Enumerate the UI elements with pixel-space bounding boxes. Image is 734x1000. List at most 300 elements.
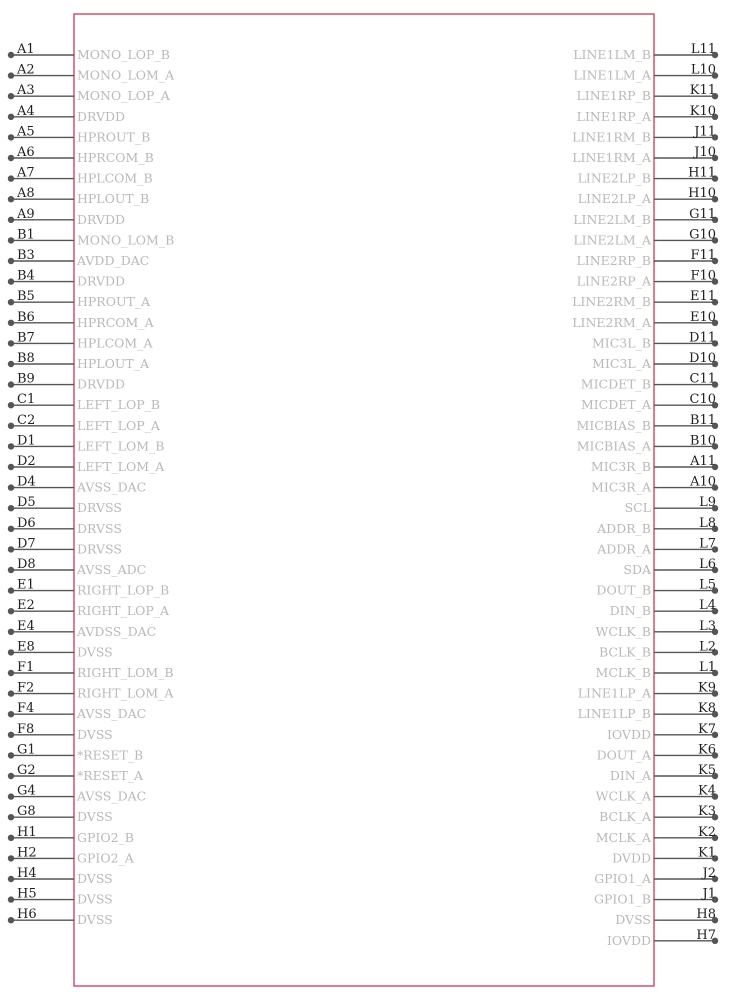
pin-right-H8 — [615, 907, 718, 927]
pin-name-label: LINE1RP_A — [576, 108, 651, 124]
pin-name-label: SDA — [623, 562, 651, 577]
pin-left-F8 — [8, 722, 113, 742]
pin-left-D2 — [8, 454, 165, 474]
pin-right-B11 — [577, 413, 719, 433]
pin-name-label: LEFT_LOM_A — [77, 459, 165, 474]
pin-name-label: LINE2LP_B — [577, 170, 651, 186]
pin-left-B8 — [8, 351, 150, 371]
pin-name-label: MONO_LOP_B — [77, 47, 170, 62]
pin-name-label: IOVDD — [606, 726, 651, 742]
pin-left-A8 — [8, 186, 149, 206]
pin-name-label: GPIO1_A — [594, 871, 651, 886]
pin-name-label: DVDD — [612, 850, 651, 866]
pin-name-label: AVSS_ADC — [77, 562, 147, 577]
pin-name-label: LINE2RP_A — [576, 273, 651, 289]
pin-number: L11 — [690, 42, 716, 57]
pin-number: L1 — [699, 660, 716, 675]
pin-terminal-dot — [8, 855, 14, 861]
pin-terminal-dot — [8, 402, 14, 408]
pin-terminal-dot — [8, 567, 14, 573]
pin-number: J1 — [702, 886, 716, 902]
pin-name-label: LINE1RM_A — [572, 150, 651, 165]
pin-left-E8 — [8, 639, 113, 659]
pin-number: K10 — [689, 103, 716, 119]
pin-left-C2 — [8, 413, 161, 433]
pin-right-J10 — [572, 145, 718, 165]
pin-right-B10 — [577, 433, 718, 453]
pin-name-label: RIGHT_LOP_A — [77, 603, 170, 619]
pin-number: B10 — [689, 433, 716, 449]
pin-number: A1 — [17, 42, 35, 57]
pin-name-label: LINE2RM_A — [572, 314, 651, 330]
pin-name-label: LINE2RM_B — [572, 294, 651, 310]
pin-terminal-dot — [8, 793, 14, 799]
pin-number: D4 — [17, 474, 36, 490]
pin-name-label: HPLOUT_A — [77, 356, 150, 371]
pin-name-label: MONO_LOP_A — [77, 88, 170, 104]
pin-left-A6 — [8, 145, 154, 165]
pin-name-label: LINE1LM_B — [573, 47, 651, 62]
pin-name-label: LINE2LM_B — [573, 211, 651, 227]
left-pin-group — [8, 42, 175, 927]
pin-terminal-dot — [8, 196, 14, 202]
pin-terminal-dot — [8, 155, 14, 161]
pin-left-G4 — [8, 784, 146, 804]
pin-number: D7 — [17, 536, 36, 552]
pin-number: H2 — [17, 845, 37, 861]
pin-terminal-dot — [8, 773, 14, 779]
pin-name-label: HPROUT_A — [77, 294, 151, 310]
pin-left-C1 — [8, 392, 160, 412]
pin-number: A10 — [690, 474, 716, 490]
pin-number: C2 — [17, 412, 36, 428]
pin-left-D8 — [8, 557, 146, 577]
pin-number: D1 — [17, 433, 36, 449]
pin-terminal-dot — [8, 258, 14, 264]
pin-name-label: LINE1LM_A — [573, 67, 651, 83]
pin-left-A2 — [8, 63, 175, 83]
pin-left-B9 — [8, 372, 125, 392]
pin-right-K2 — [596, 825, 718, 845]
pin-right-K4 — [596, 784, 719, 804]
pin-left-G8 — [8, 804, 113, 824]
right-pin-group — [572, 42, 718, 948]
component-body — [74, 14, 654, 986]
pin-name-label: DRVDD — [77, 211, 126, 227]
pin-name-label: DRVDD — [77, 376, 126, 392]
pin-number: H11 — [688, 165, 716, 181]
pin-number: K7 — [698, 721, 716, 737]
pin-number: L10 — [690, 62, 716, 78]
pin-number: K3 — [698, 804, 716, 820]
pin-number: E8 — [17, 639, 35, 655]
pin-terminal-dot — [8, 278, 14, 284]
pin-terminal-dot — [8, 814, 14, 820]
pin-terminal-dot — [8, 752, 14, 758]
pin-right-H11 — [578, 166, 719, 186]
pin-number: D10 — [689, 351, 716, 366]
pin-number: B8 — [17, 351, 35, 366]
pin-number: H6 — [17, 907, 37, 923]
pin-name-label: DRVSS — [77, 541, 122, 557]
pin-name-label: LINE1LP_A — [577, 685, 651, 701]
pin-number: J10 — [694, 145, 716, 160]
pin-name-label: HPRCOM_A — [77, 314, 154, 330]
pin-terminal-dot — [8, 93, 14, 99]
pin-right-K5 — [610, 763, 718, 783]
pin-number: L5 — [699, 577, 716, 593]
pin-terminal-dot — [8, 175, 14, 181]
pin-name-label: DIN_A — [609, 768, 651, 783]
pin-number: A3 — [17, 83, 35, 99]
pin-name-label: DOUT_B — [596, 582, 651, 598]
pin-number: A6 — [17, 145, 35, 160]
pin-right-L2 — [599, 639, 718, 659]
pin-number: J2 — [702, 866, 716, 881]
pin-name-label: LEFT_LOM_B — [77, 438, 165, 454]
pin-right-L3 — [596, 619, 719, 639]
pin-name-label: RIGHT_LOM_B — [77, 665, 174, 680]
pin-name-label: HPLCOM_B — [77, 170, 153, 186]
pin-number: C10 — [689, 392, 716, 408]
pin-name-label: DVSS — [77, 871, 113, 886]
pin-number: H7 — [696, 927, 716, 943]
pin-right-J1 — [594, 887, 718, 907]
pin-left-A1 — [8, 42, 170, 62]
pin-terminal-dot — [8, 320, 14, 326]
pin-right-L7 — [596, 536, 718, 556]
pin-name-label: AVDSS_DAC — [77, 623, 157, 639]
pin-number: K1 — [698, 845, 716, 861]
pin-left-F1 — [8, 660, 174, 680]
pin-terminal-dot — [8, 711, 14, 717]
pin-name-label: MCLK_B — [595, 665, 651, 680]
pin-number: C11 — [689, 371, 716, 387]
pin-number: G10 — [689, 227, 716, 243]
pin-number: A2 — [17, 62, 35, 78]
pin-number: D8 — [17, 557, 36, 572]
pin-number: A11 — [690, 454, 716, 469]
pin-left-D7 — [8, 536, 122, 556]
pin-name-label: LINE2RP_B — [576, 253, 651, 268]
pin-right-F10 — [577, 269, 719, 289]
pin-right-K11 — [576, 83, 718, 103]
pin-terminal-dot — [8, 649, 14, 655]
pin-name-label: MONO_LOM_A — [77, 67, 175, 83]
pin-right-G10 — [573, 227, 718, 247]
pin-terminal-dot — [8, 484, 14, 490]
pin-name-label: DRVSS — [77, 500, 122, 516]
pin-number: K4 — [698, 783, 716, 799]
pin-terminal-dot — [8, 237, 14, 243]
pin-left-H2 — [8, 845, 135, 865]
pin-right-L8 — [596, 516, 718, 536]
pin-number: D6 — [17, 515, 36, 531]
pin-number: B5 — [17, 289, 35, 305]
pin-left-D4 — [8, 475, 146, 495]
pin-name-label: ADDR_A — [597, 541, 651, 557]
pin-terminal-dot — [8, 505, 14, 511]
pin-number: K6 — [698, 742, 716, 758]
pin-left-B1 — [8, 227, 174, 247]
pin-number: F4 — [17, 701, 35, 717]
pin-name-label: AVSS_DAC — [77, 788, 147, 804]
pin-left-A5 — [8, 124, 150, 144]
pin-number: G4 — [17, 783, 36, 799]
pin-terminal-dot — [8, 732, 14, 738]
pin-name-label: AVDD_DAC — [77, 253, 150, 268]
pin-number: A8 — [17, 186, 35, 202]
pin-name-label: LEFT_LOP_A — [77, 417, 160, 433]
pin-number: D2 — [17, 454, 36, 469]
pin-left-D6 — [8, 516, 122, 536]
pin-number: B3 — [17, 248, 35, 263]
pin-name-label: DRVDD — [77, 273, 126, 289]
pin-left-E1 — [8, 578, 169, 598]
pin-name-label: DRVDD — [77, 108, 126, 124]
pin-right-E10 — [572, 310, 718, 330]
pin-number: H1 — [17, 824, 37, 840]
pin-name-label: MIC3R_B — [590, 459, 651, 474]
pin-left-G1 — [8, 742, 143, 762]
pin-number: H10 — [688, 186, 716, 202]
pin-right-K7 — [607, 722, 718, 742]
pin-number: F2 — [17, 680, 35, 696]
pin-name-label: DVSS — [77, 644, 113, 660]
pin-terminal-dot — [8, 381, 14, 387]
pin-right-L5 — [596, 578, 718, 598]
pin-number: B6 — [17, 309, 35, 325]
pin-name-label: *RESET_A — [77, 768, 144, 783]
pin-name-label: LINE1LP_B — [577, 706, 651, 722]
pin-name-label: MIC3R_A — [591, 479, 651, 495]
pin-number: L7 — [699, 536, 716, 552]
pin-terminal-dot — [8, 443, 14, 449]
pin-right-D11 — [592, 330, 718, 350]
pin-number: L9 — [699, 495, 716, 511]
pin-number: F10 — [690, 268, 716, 284]
pin-number: L3 — [699, 618, 716, 634]
pin-name-label: MICBIAS_A — [576, 438, 651, 454]
pin-right-H10 — [578, 186, 718, 206]
pin-terminal-dot — [8, 587, 14, 593]
pin-terminal-dot — [8, 72, 14, 78]
pin-terminal-dot — [8, 361, 14, 367]
pin-number: A7 — [17, 165, 35, 181]
pin-number: F11 — [690, 248, 716, 263]
pin-number: C1 — [17, 392, 36, 408]
pin-number: H8 — [696, 907, 716, 923]
pin-name-label: ADDR_B — [597, 520, 651, 536]
pin-right-K1 — [612, 845, 718, 865]
pin-name-label: MICBIAS_B — [576, 417, 651, 433]
pin-right-L1 — [596, 660, 719, 680]
pin-name-label: DOUT_A — [596, 747, 651, 763]
pin-terminal-dot — [8, 52, 14, 58]
pin-number: J11 — [694, 124, 716, 140]
pin-number: L4 — [699, 598, 716, 614]
pin-right-E11 — [572, 289, 718, 309]
pin-name-label: WCLK_A — [595, 788, 651, 804]
pin-left-B6 — [8, 310, 155, 330]
pin-left-E4 — [8, 619, 156, 639]
pin-number: D11 — [689, 330, 716, 346]
pin-right-J2 — [594, 866, 718, 886]
pin-terminal-dot — [8, 835, 14, 841]
pin-left-D1 — [8, 433, 165, 453]
pin-terminal-dot — [8, 917, 14, 923]
pin-right-H7 — [607, 928, 718, 948]
pin-left-H4 — [8, 866, 113, 886]
pin-number: A5 — [17, 124, 35, 140]
pin-right-C10 — [581, 392, 718, 412]
pin-right-C11 — [581, 372, 718, 392]
pin-name-label: GPIO2_B — [77, 829, 134, 845]
pin-number: E10 — [689, 309, 716, 325]
pin-number: D5 — [17, 495, 36, 511]
pin-name-label: MONO_LOM_B — [77, 232, 175, 248]
pin-name-label: HPRCOM_B — [77, 150, 154, 165]
pin-name-label: LINE1RP_B — [576, 88, 651, 104]
pin-name-label: *RESET_B — [77, 747, 144, 763]
pin-right-L4 — [610, 598, 719, 618]
pin-number: H5 — [17, 886, 37, 902]
pin-terminal-dot — [8, 423, 14, 429]
pin-name-label: HPROUT_B — [77, 129, 151, 145]
pin-right-K6 — [597, 742, 719, 762]
pin-right-L10 — [573, 63, 718, 83]
pin-left-A9 — [8, 207, 125, 227]
pin-name-label: GPIO2_A — [77, 850, 134, 866]
pin-left-D5 — [8, 495, 122, 515]
pin-name-label: DVSS — [77, 726, 113, 742]
pin-number: E1 — [17, 577, 35, 593]
pin-right-G11 — [573, 207, 718, 227]
pin-name-label: WCLK_B — [595, 623, 651, 639]
pin-left-A3 — [8, 83, 171, 103]
pin-number: K5 — [698, 763, 716, 778]
pin-left-A7 — [8, 166, 153, 186]
pin-left-B7 — [8, 330, 154, 350]
pin-name-label: IOVDD — [606, 932, 651, 948]
pin-name-label: LINE2LM_A — [573, 232, 651, 248]
pin-right-L9 — [625, 495, 719, 515]
pin-name-label: DVSS — [77, 809, 113, 825]
pin-number: L6 — [699, 557, 716, 572]
pin-terminal-dot — [8, 690, 14, 696]
pin-left-H6 — [8, 907, 113, 927]
pin-terminal-dot — [8, 134, 14, 140]
pin-left-H1 — [8, 825, 134, 845]
pin-terminal-dot — [8, 876, 14, 882]
pin-left-B3 — [8, 248, 150, 268]
pin-name-label: LINE1RM_B — [572, 129, 651, 145]
pin-name-label: LINE2LP_A — [577, 191, 651, 207]
pin-number: H4 — [17, 866, 37, 881]
pin-name-label: MIC3L_A — [592, 356, 651, 371]
pin-name-label: BCLK_B — [598, 644, 651, 660]
pin-left-B4 — [8, 269, 125, 289]
pin-left-H5 — [8, 887, 113, 907]
pin-terminal-dot — [8, 670, 14, 676]
pin-terminal-dot — [8, 299, 14, 305]
pin-number: A4 — [17, 103, 35, 119]
pin-number: K9 — [698, 680, 716, 696]
pin-number: B1 — [17, 227, 35, 243]
pin-right-K9 — [578, 681, 718, 701]
pin-name-label: DVSS — [615, 912, 651, 928]
pin-number: A9 — [17, 206, 35, 222]
pin-name-label: MIC3L_B — [592, 335, 651, 351]
pin-name-label: RIGHT_LOP_B — [77, 582, 170, 598]
pin-right-K8 — [578, 701, 719, 721]
pin-number: G11 — [689, 206, 716, 222]
pin-name-label: HPLOUT_B — [77, 191, 150, 207]
pin-right-J11 — [572, 124, 718, 144]
pin-terminal-dot — [8, 114, 14, 120]
pin-right-F11 — [576, 248, 718, 268]
pin-number: G8 — [17, 804, 36, 820]
pin-name-label: DIN_B — [609, 603, 651, 619]
pin-terminal-dot — [8, 340, 14, 346]
pin-name-label: AVSS_DAC — [77, 706, 147, 722]
pin-name-label: HPLCOM_A — [77, 335, 153, 351]
pin-number: E11 — [689, 289, 716, 305]
pin-name-label: GPIO1_B — [594, 891, 651, 907]
pin-name-label: BCLK_A — [599, 809, 651, 825]
pin-number: L2 — [699, 639, 716, 655]
pin-terminal-dot — [8, 629, 14, 635]
pin-number: B7 — [17, 330, 35, 346]
pin-left-G2 — [8, 763, 144, 783]
pin-name-label: SCL — [624, 500, 651, 516]
pin-left-A4 — [8, 104, 125, 124]
pin-number: K11 — [689, 83, 716, 99]
pin-name-label: LEFT_LOP_B — [77, 397, 161, 413]
pin-number: F8 — [17, 721, 35, 737]
pin-number: B9 — [17, 371, 35, 387]
pin-number: B4 — [17, 268, 35, 284]
pin-name-label: MICDET_B — [580, 376, 651, 392]
pin-terminal-dot — [8, 896, 14, 902]
pin-left-F4 — [8, 701, 146, 721]
pin-right-K10 — [577, 104, 719, 124]
pin-number: K2 — [698, 824, 716, 840]
pin-left-B5 — [8, 289, 151, 309]
pin-terminal-dot — [8, 526, 14, 532]
pin-name-label: DVSS — [77, 891, 113, 907]
pin-number: L8 — [699, 515, 716, 531]
pin-right-L11 — [573, 42, 718, 62]
pin-right-K3 — [599, 804, 718, 824]
pin-name-label: MICDET_A — [580, 397, 651, 413]
pin-number: G1 — [17, 742, 36, 758]
pin-terminal-dot — [8, 608, 14, 614]
pin-number: K8 — [698, 701, 716, 717]
pin-name-label: DRVSS — [77, 520, 122, 536]
pin-number: E2 — [17, 598, 35, 614]
pin-terminal-dot — [8, 546, 14, 552]
pin-number: G2 — [17, 763, 36, 778]
pin-name-label: MCLK_A — [595, 829, 651, 845]
pin-terminal-dot — [8, 217, 14, 223]
pin-left-E2 — [8, 598, 170, 618]
pin-right-L6 — [623, 557, 718, 577]
pin-right-D10 — [592, 351, 718, 371]
pin-left-F2 — [8, 681, 175, 701]
pin-number: F1 — [17, 660, 35, 675]
pin-number: E4 — [17, 618, 35, 634]
